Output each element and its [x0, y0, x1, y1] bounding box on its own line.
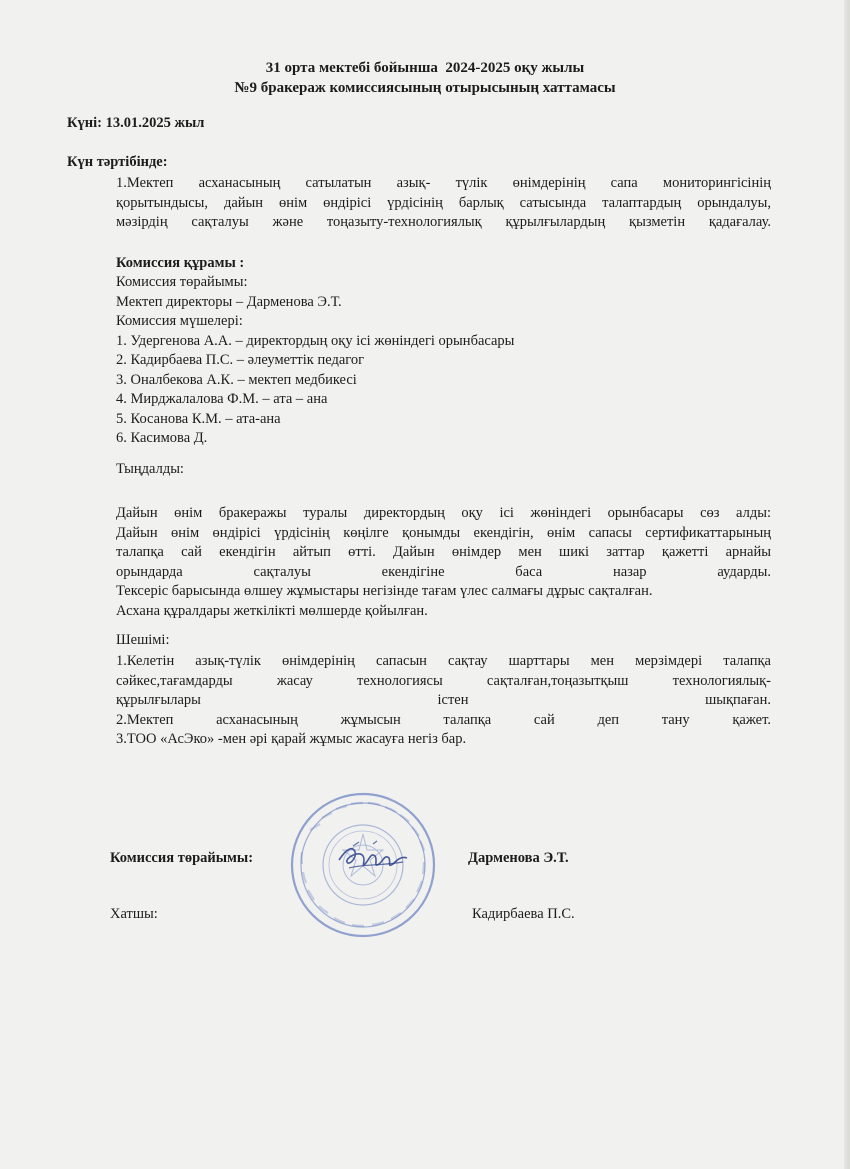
heard-line: орындарда сақталуы екендігіне баса назар аударды. — [116, 563, 771, 580]
heard-line: талапқа сай екендігін айтып өтті. Дайын өнімдер мен шикі заттар қажетті арнайы — [116, 544, 771, 560]
decision-line: 3.ТОО «АсЭко» -мен әрі қарай жұмыс жасауға негіз бар. — [116, 731, 467, 747]
agenda-heading: Күн тәртібінде: — [67, 154, 168, 170]
title-line-2: №9 бракераж комиссиясының отырысының хаттамасы — [234, 80, 616, 96]
member-item: 4. Мирджалалова Ф.М. – ата – ана — [116, 391, 328, 407]
agenda-line: 1.Мектеп асханасының сатылатын азық- түлік өнімдерінің сапа мониторингісінің — [116, 175, 771, 191]
signature-secretary-name: Кадирбаева П.С. — [472, 906, 575, 922]
member-item: 5. Косанова К.М. – ата-ана — [116, 411, 281, 427]
meeting-date: Күні: 13.01.2025 жыл — [67, 115, 205, 131]
member-item: 2. Кадирбаева П.С. – әлеуметтік педагог — [116, 352, 365, 368]
member-item: 6. Касимова Д. — [116, 430, 208, 446]
heard-paragraph — [116, 504, 771, 621]
heard-line: Дайын өнім өндірісі үрдісінің көңілге қонымды екендігін, өнім сапасы сертификаттарының — [116, 524, 771, 541]
heard-line: Асхана құралдары жеткілікті мөлшерде қойылған. — [116, 602, 428, 619]
agenda-paragraph — [116, 174, 771, 233]
commission-heading: Комиссия құрамы : — [116, 255, 245, 271]
decision-line: сәйкес,тағамдарды жасау технологиясы сақталған,тоңазытқыш технологиялық- — [116, 672, 771, 689]
member-item: 1. Удергенова А.А. – директордың оқу ісі жөніндегі орынбасары — [116, 333, 515, 349]
member-item: 3. Оналбекова А.К. – мектеп медбикесі — [116, 372, 357, 388]
scan-edge — [844, 0, 850, 1169]
chair-label: Комиссия төрайымы: — [116, 274, 248, 290]
members-label: Комиссия мүшелері: — [116, 313, 243, 329]
decision-line: құрылғылары істен шықпаған. — [116, 692, 771, 708]
handwritten-signature — [333, 838, 413, 878]
heard-label: Тыңдалды: — [116, 461, 184, 477]
heard-line: Тексеріс барысында өлшеу жұмыстары негізінде тағам үлес салмағы дұрыс сақталған. — [116, 583, 653, 599]
chair-value: Мектеп директоры – Дарменова Э.Т. — [116, 294, 342, 310]
signature-chair-label: Комиссия төрайымы: — [110, 850, 254, 866]
agenda-line: қорытындысы, дайын өнім өндірісі үрдісінің барлық сатысында талаптардың орындалуы, — [116, 194, 771, 211]
decision-paragraph — [116, 652, 771, 750]
signature-secretary-label: Хатшы: — [110, 906, 158, 922]
decision-line: 2.Мектеп асханасының жұмысын талапқа сай деп тану қажет. — [116, 711, 771, 728]
decision-label: Шешімі: — [116, 632, 170, 648]
decision-line: 1.Келетін азық-түлік өнімдерінің сапасын сақтау шарттары мен мерзімдері талапқа — [116, 653, 771, 669]
signature-chair-name: Дарменова Э.Т. — [468, 850, 569, 866]
document-title — [0, 58, 850, 98]
agenda-line: мәзірдің сақталуы және тоңазыту-технологиялық құрылғылардың қызметін қадағалау. — [116, 214, 771, 230]
title-line-1: 31 орта мектебі бойынша 2024-2025 оқу жылы — [265, 60, 585, 76]
heard-line: Дайын өнім бракеражы туралы директордың оқу ісі жөніндегі орынбасары сөз алды: — [116, 505, 771, 521]
